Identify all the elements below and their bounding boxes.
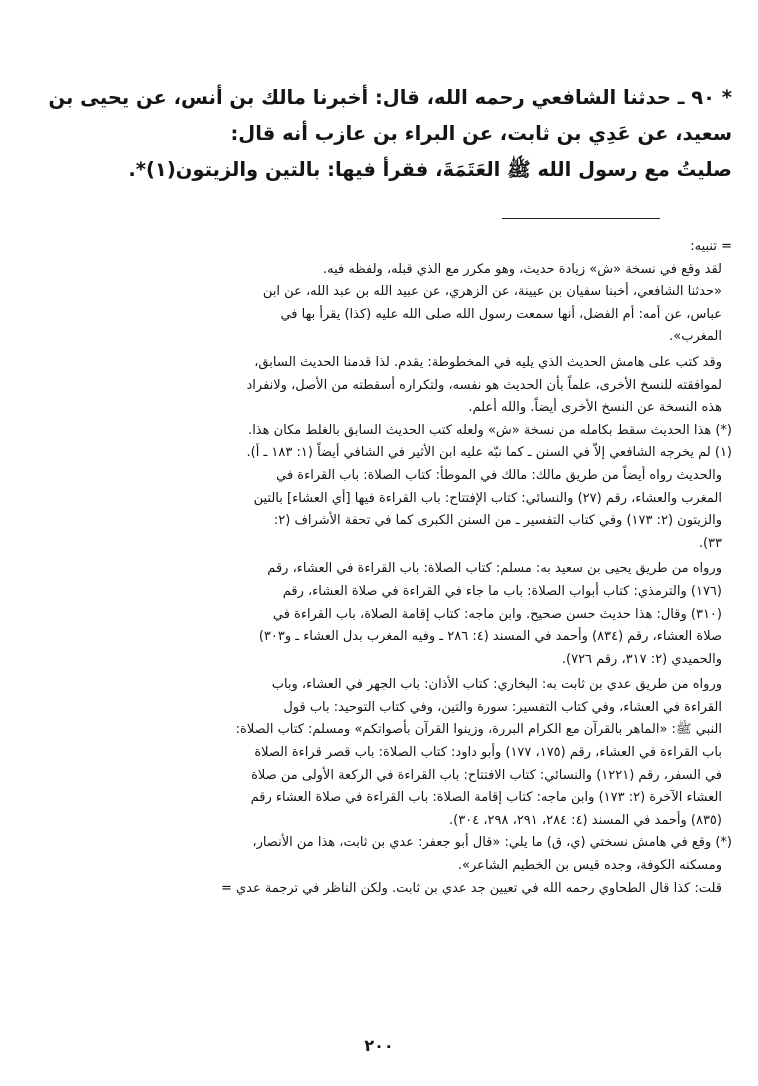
footnote-line: ورواه من طريق عدي بن ثابت به: البخاري: كتاب الأذان: باب الجهر في العشاء، وباب bbox=[271, 677, 722, 693]
footnote-line: باب القراءة في العشاء، رقم (١٧٥، ١٧٧) وأبو داود: كتاب الصلاة: باب قصر قراءة الصلاة bbox=[254, 745, 722, 761]
footnote-line: (١) لم يخرجه الشافعي إلاّ في السنن ـ كما نبّه عليه ابن الأثير في الشافي أيضاً (١: ١٨٣ ـ أ). bbox=[246, 445, 732, 461]
footnote-line: والزيتون (٢: ١٧٣) وفي كتاب التفسير ـ من السنن الكبرى كما في تحفة الأشراف (٢: bbox=[273, 513, 722, 529]
footnote-line: قلت: كذا قال الطحاوي رحمه الله في تعيين جد عدي بن ثابت. ولكن الناظر في ترجمة عدي = bbox=[220, 880, 722, 896]
footnote-line: النبي ﷺ: «الماهر بالقرآن مع الكرام البررة، وزينوا القرآن بأصواتكم» ومسلم: كتاب الصلاة: bbox=[235, 722, 722, 738]
footnote-line: (٣١٠) وقال: هذا حديث حسن صحيح. وابن ماجه: كتاب إقامة الصلاة، باب القراءة في bbox=[272, 606, 722, 622]
hadith-line: صليتُ مع رسول الله ﷺ العَتَمَةَ، فقرأ فيها: بالتين والزيتون(١)*. bbox=[128, 158, 732, 181]
hadith-line: * ٩٠ ـ حدثنا الشافعي رحمه الله، قال: أخبرنا مالك بن أنس، عن يحيى بن bbox=[48, 86, 732, 109]
footnote-separator bbox=[502, 218, 660, 219]
hadith-line: سعيد، عن عَدِي بن ثابت، عن البراء بن عازب أنه قال: bbox=[230, 122, 732, 145]
footnote-line: (*) وقع في هامش نسختي (ي، ق) ما يلي: «قال أبو جعفر: عدي بن ثابت، هذا من الأنصار، bbox=[252, 835, 732, 851]
footnotes bbox=[24, 236, 732, 900]
footnote-line: والحديث رواه أيضاً من طريق مالك: مالك في الموطأ: كتاب الصلاة: باب القراءة في bbox=[276, 467, 722, 483]
footnote-line: وقد كتب على هامش الحديث الذي يليه في المخطوطة: يقدم. لذا قدمنا الحديث السابق، bbox=[254, 354, 722, 370]
footnote-line: العشاء الآخرة (٢: ١٧٣) وابن ماجه: كتاب إقامة الصلاة: باب القراءة في صلاة العشاء رقم bbox=[250, 790, 722, 806]
footnote-line: والحميدي (٢: ٣١٧، رقم ٧٢٦). bbox=[561, 651, 722, 667]
footnote-line: لقد وقع في نسخة «ش» زيادة حديث، وهو مكرر مع الذي قبله، ولفظه فيه. bbox=[323, 261, 722, 277]
footnote-line: هذه النسخة عن النسخ الأخرى أيضاً. والله أعلم. bbox=[468, 400, 722, 416]
footnote-line: القراءة في العشاء، وفي كتاب التفسير: سورة والتين، وفي كتاب التوحيد: باب قول bbox=[283, 699, 722, 715]
footnote-line: المغرب». bbox=[669, 329, 722, 345]
footnote-line: (١٧٦) والترمذي: كتاب أبواب الصلاة: باب ما جاء في القراءة في صلاة العشاء، رقم bbox=[282, 583, 722, 599]
page-number: ٢٠٠ bbox=[364, 1036, 394, 1055]
footnote-line: «حدثنا الشافعي، أخبنا سفيان بن عيينة، عن الزهري، عن عبيد الله بن عبد الله، عن ابن bbox=[262, 284, 722, 300]
footnote-line: في السفر، رقم (١٢٢١) والنسائي: كتاب الافتتاح: باب القراءة في الركعة الأولى من صلاة bbox=[251, 767, 722, 783]
footnote-line: (*) هذا الحديث سقط بكامله من نسخة «ش» ولعله كتب الحديث السابق بالغلط مكان هذا. bbox=[248, 422, 732, 438]
footnote-line: ٣٣). bbox=[698, 535, 722, 551]
footnote-line: (٨٣٥) وأحمد في المسند (٤: ٢٨٤، ٢٩١، ٢٩٨، ٣٠٤). bbox=[449, 812, 722, 828]
footnote-line: صلاة العشاء، رقم (٨٣٤) وأحمد في المسند (٤: ٢٨٦ ـ وفيه المغرب بدل العشاء ـ و٣٠٣) bbox=[258, 629, 722, 645]
hadith-text bbox=[26, 80, 732, 188]
footnote-line: لموافقته للنسخ الأخرى، علماً بأن الحديث هو نفسه، ولتكراره أسقطته من الأصل، ولانفراد bbox=[246, 377, 722, 393]
footnote-line: ورواه من طريق يحيى بن سعيد به: مسلم: كتاب الصلاة: باب القراءة في العشاء، رقم bbox=[267, 561, 722, 577]
footnote-line: = تنبيه: bbox=[690, 239, 732, 254]
footnote-line: المغرب والعشاء، رقم (٢٧) والنسائي: كتاب الإفتتاح: باب القراءة فيها [أي العشاء] بالتين bbox=[253, 490, 722, 506]
footnote-line: ومسكنه الكوفة، وجده قيس بن الخطيم الشاعر». bbox=[457, 858, 722, 874]
footnote-line: عباس، عن أمه: أم الفضل، أنها سمعت رسول الله صلى الله عليه (كذا) يقرأ بها في bbox=[280, 306, 722, 322]
